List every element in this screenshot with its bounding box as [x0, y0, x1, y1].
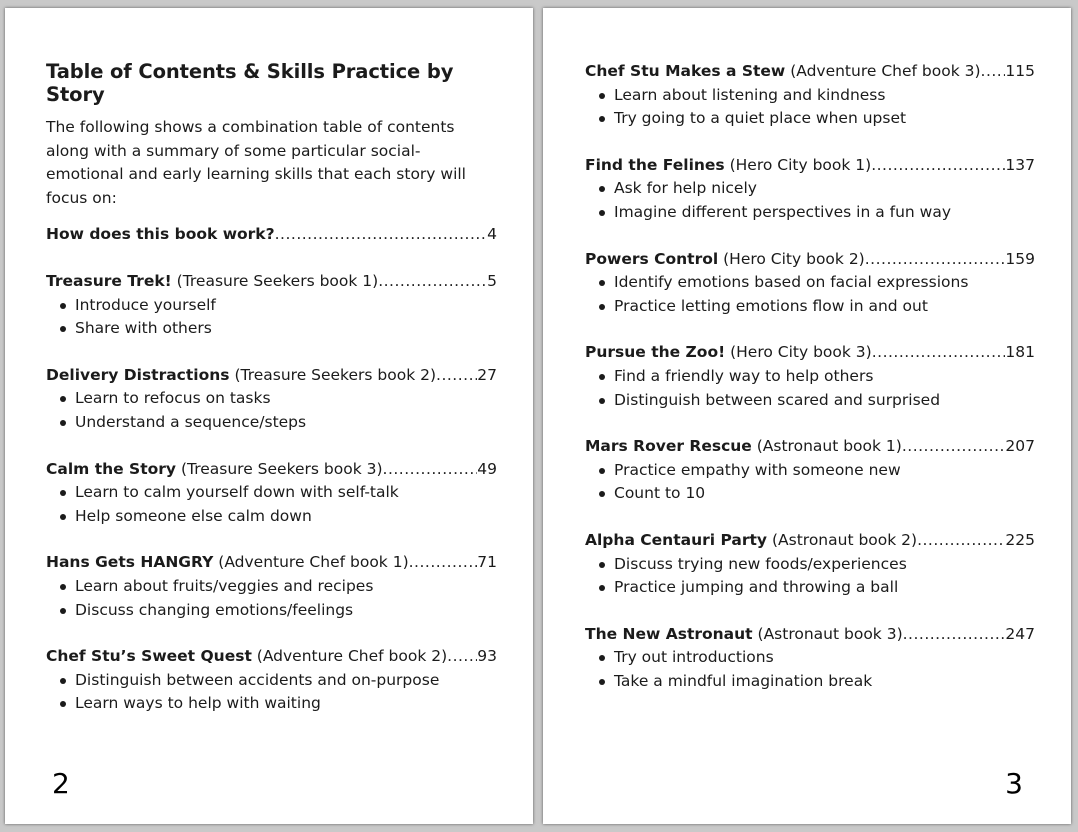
toc-entry: [585, 248, 1035, 319]
toc-entry-line: [46, 223, 497, 247]
right-entry-list: [585, 60, 1035, 693]
left-entry-list: [46, 270, 497, 716]
toc-entry: [585, 435, 1035, 506]
skill-item: Share with others: [75, 317, 497, 341]
skills-list: [585, 84, 1035, 131]
skill-item: Identify emotions based on facial expressions: [614, 271, 1035, 295]
toc-entry-line: [585, 154, 1035, 178]
toc-entry: [46, 458, 497, 529]
dot-leader: [409, 551, 478, 575]
entry-series: (Treasure Seekers book 2): [234, 365, 437, 384]
skill-item: Help someone else calm down: [75, 505, 497, 529]
dot-leader: [383, 458, 478, 482]
skill-item: Learn ways to help with waiting: [75, 692, 497, 716]
entry-page-number: 181: [1005, 343, 1035, 362]
entry-title: Delivery Distractions: [46, 365, 230, 384]
entry-series: (Treasure Seekers book 3): [180, 459, 383, 478]
skill-item: Practice empathy with someone new: [614, 459, 1035, 483]
toc-entry-line: [585, 529, 1035, 553]
dot-leader: [436, 364, 477, 388]
left-page: [5, 8, 533, 824]
entry-page-number: 27: [477, 365, 497, 384]
skills-list: [46, 669, 497, 716]
toc-intro: The following shows a combination table of contents along with a summary of some particular social-emotional and early learning skills that each story will focus on:: [46, 118, 466, 207]
skill-item: Take a mindful imagination break: [614, 670, 1035, 694]
entry-title: Treasure Trek!: [46, 271, 172, 290]
toc-entry: [46, 364, 497, 435]
skill-item: Try going to a quiet place when upset: [614, 107, 1035, 131]
entry-series: (Hero City book 2): [723, 249, 865, 268]
skills-list: [46, 481, 497, 528]
skills-list: [46, 294, 497, 341]
entry-title: Alpha Centauri Party: [585, 530, 768, 549]
skills-list: [46, 575, 497, 622]
toc-entry-line: [585, 623, 1035, 647]
toc-entry-line: [46, 364, 497, 388]
entry-title: Hans Gets HANGRY: [46, 553, 214, 572]
entry-page-number: 93: [477, 647, 497, 666]
entry-page-number: 225: [1005, 530, 1035, 549]
toc-entry-line: [585, 248, 1035, 272]
entry-series: (Astronaut book 2): [771, 530, 918, 549]
skill-item: Count to 10: [614, 482, 1035, 506]
dot-leader: [275, 223, 488, 247]
entry-page-number: 137: [1005, 155, 1035, 174]
page-number: 2: [52, 767, 70, 800]
skill-item: Discuss trying new foods/experiences: [614, 553, 1035, 577]
dot-leader: [902, 435, 1006, 459]
entry-title: The New Astronaut: [585, 624, 753, 643]
entry-title: Mars Rover Rescue: [585, 437, 752, 456]
entry-series: (Astronaut book 3): [757, 624, 903, 643]
skill-item: Distinguish between accidents and on-purpose: [75, 669, 497, 693]
entry-series: (Astronaut book 1): [756, 437, 902, 456]
entry-series: (Adventure Chef book 1): [218, 553, 409, 572]
dot-leader: [872, 341, 1006, 365]
toc-entry-line: [585, 435, 1035, 459]
dot-leader: [903, 623, 1006, 647]
skills-list: [585, 177, 1035, 224]
entry-title: How does this book work?: [46, 225, 275, 244]
entry-page-number: 71: [477, 553, 497, 572]
toc-entry: [46, 270, 497, 341]
entry-page-number: 5: [487, 271, 497, 290]
toc-entry: [585, 60, 1035, 131]
skill-item: Ask for help nicely: [614, 177, 1035, 201]
skill-item: Discuss changing emotions/feelings: [75, 599, 497, 623]
toc-entry-line: [46, 551, 497, 575]
toc-entry-line: [585, 60, 1035, 84]
skills-list: [585, 365, 1035, 412]
entry-series: (Hero City book 3): [730, 343, 872, 362]
dot-leader: [917, 529, 1005, 553]
toc-entry-how-it-works: [46, 223, 497, 247]
entry-title: Pursue the Zoo!: [585, 343, 726, 362]
entry-title: Chef Stu’s Sweet Quest: [46, 647, 252, 666]
skills-list: [585, 646, 1035, 693]
dot-leader: [865, 248, 1006, 272]
entry-series: (Hero City book 1): [729, 155, 872, 174]
dot-leader: [447, 645, 477, 669]
skill-item: Practice jumping and throwing a ball: [614, 576, 1035, 600]
skill-item: Find a friendly way to help others: [614, 365, 1035, 389]
entry-page-number: 4: [487, 225, 497, 244]
entry-page-number: 115: [1005, 62, 1035, 80]
skills-list: [585, 271, 1035, 318]
entry-title: Chef Stu Makes a Stew: [585, 62, 786, 80]
skills-list: [585, 459, 1035, 506]
skill-item: Learn about listening and kindness: [614, 84, 1035, 108]
entry-title: Calm the Story: [46, 459, 177, 478]
dot-leader: [871, 154, 1005, 178]
toc-entry-line: [46, 645, 497, 669]
toc-entry: [585, 154, 1035, 225]
skills-list: [585, 553, 1035, 600]
dot-leader: [378, 270, 487, 294]
toc-entry-line: [585, 341, 1035, 365]
entry-page-number: 159: [1005, 249, 1035, 268]
toc-entry: [46, 551, 497, 622]
entry-page-number: 49: [477, 459, 497, 478]
skill-item: Try out introductions: [614, 646, 1035, 670]
right-page: [543, 8, 1071, 824]
toc-entry: [46, 645, 497, 716]
entry-page-number: 247: [1005, 624, 1035, 643]
entry-series: (Treasure Seekers book 1): [176, 271, 379, 290]
entry-series: (Adventure Chef book 3): [790, 62, 981, 80]
toc-entry: [585, 623, 1035, 694]
toc-title: Table of Contents & Skills Practice by Story: [46, 60, 454, 106]
skill-item: Learn to calm yourself down with self-talk: [75, 481, 497, 505]
page-number: 3: [1005, 767, 1023, 800]
toc-entry: [585, 529, 1035, 600]
entry-title: Powers Control: [585, 249, 719, 268]
skill-item: Distinguish between scared and surprised: [614, 389, 1035, 413]
skill-item: Practice letting emotions flow in and out: [614, 295, 1035, 319]
toc-entry: [585, 341, 1035, 412]
skill-item: Understand a sequence/steps: [75, 411, 497, 435]
dot-leader: [981, 60, 1006, 84]
skill-item: Imagine different perspectives in a fun way: [614, 201, 1035, 225]
skill-item: Learn about fruits/veggies and recipes: [75, 575, 497, 599]
skill-item: Introduce yourself: [75, 294, 497, 318]
skills-list: [46, 387, 497, 434]
toc-entry-line: [46, 270, 497, 294]
entry-series: (Adventure Chef book 2): [256, 647, 448, 666]
entry-page-number: 207: [1005, 437, 1035, 456]
skill-item: Learn to refocus on tasks: [75, 387, 497, 411]
toc-entry-line: [46, 458, 497, 482]
entry-title: Find the Felines: [585, 155, 725, 174]
